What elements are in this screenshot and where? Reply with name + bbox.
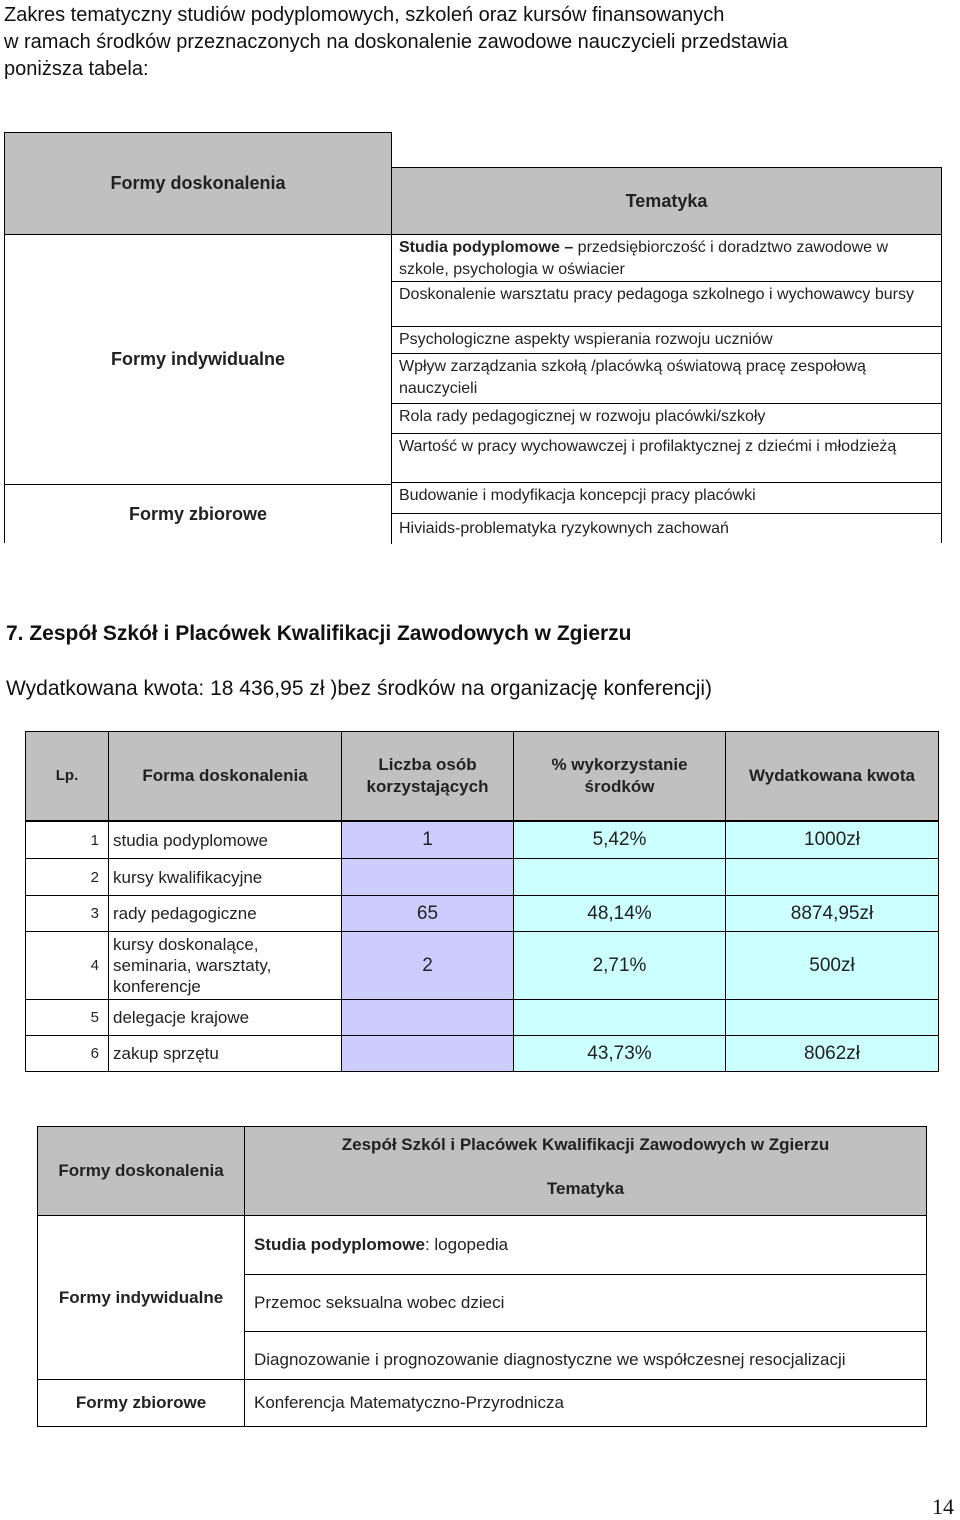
row-kwota: 8874,95zł (725, 895, 939, 932)
table1-row (392, 404, 942, 434)
table1-row-text: Hiviaids-problematyka ryzykownych zachowań (399, 520, 729, 537)
intro-line-1: Zakres tematyczny studiów podyplomowych, szkoleń oraz kursów finansowanych (4, 4, 725, 26)
table3-row: Przemoc seksualna wobec dzieci (245, 1275, 927, 1332)
page-number: 14 (932, 1494, 954, 1519)
table3-group-individual: Formy indywidualne (37, 1216, 245, 1380)
table3-group-collective: Formy zbiorowe (37, 1380, 245, 1427)
table3-row-bold: Studia podyplomowe (254, 1235, 425, 1254)
table1-row-text: Psychologiczne aspekty wspierania rozwoju uczniów (399, 331, 773, 348)
table3-row (245, 1216, 927, 1275)
table1-left-column (4, 132, 392, 543)
table1-header-forms: Formy doskonalenia (5, 133, 392, 235)
table3-header-forms: Formy doskonalenia (37, 1126, 245, 1216)
header-lp: Lp. (25, 731, 109, 821)
table1-row (392, 282, 942, 327)
row-kwota: 8062zł (725, 1035, 939, 1072)
table1-row-text: Budowanie i modyfikacja koncepcji pracy placówki (399, 487, 756, 504)
row-procent: 5,42% (513, 821, 726, 859)
row-forma: zakup sprzętu (108, 1035, 342, 1072)
table1-header-topics: Tematyka (392, 167, 942, 235)
row-kwota: 500zł (725, 931, 939, 1000)
row-procent (513, 999, 726, 1036)
row-kwota (725, 858, 939, 896)
row-lp: 1 (25, 821, 109, 859)
row-liczba: 65 (341, 895, 514, 932)
row-procent: 2,71% (513, 931, 726, 1000)
row-forma: studia podyplomowe (108, 821, 342, 859)
table1-group-collective: Formy zbiorowe (5, 485, 392, 544)
table1-row-text: Wpływ zarządzania szkołą /placówką oświatową pracę zespołową nauczycieli (399, 358, 866, 397)
row-forma: delegacje krajowe (108, 999, 342, 1036)
table1-row-text: Rola rady pedagogicznej w rozwoju placówki/szkoły (399, 408, 766, 425)
spending-table (25, 731, 939, 1072)
table1-row (392, 514, 942, 543)
table1-row-text: Doskonalenie warsztatu pracy pedagoga szkolnego i wychowawcy bursy (399, 286, 914, 303)
table1-right-column (392, 167, 942, 543)
row-liczba (341, 858, 514, 896)
intro-line-3: poniższa tabela: (4, 58, 149, 80)
row-forma: kursy doskonalące, seminaria, warsztaty, konferencje (108, 931, 342, 1000)
spent-amount-text: Wydatkowana kwota: 18 436,95 zł )bez środków na organizację konferencji) (6, 677, 713, 700)
table1-row (392, 483, 942, 514)
row-forma: rady pedagogiczne (108, 895, 342, 932)
table3-header-tematyka: Tematyka (546, 1179, 625, 1198)
table3-row: Diagnozowanie i prognozowanie diagnostyczne we współczesnej resocjalizacji (245, 1332, 927, 1380)
table1-row-text: Wartość w pracy wychowawczej i profilaktycznej z dziećmi i młodzieżą (399, 438, 897, 455)
row-forma: kursy kwalifikacyjne (108, 858, 342, 896)
header-liczba: Liczba osób korzystających (341, 731, 514, 821)
row-liczba (341, 999, 514, 1036)
row-lp: 2 (25, 858, 109, 896)
row-lp: 6 (25, 1035, 109, 1072)
intro-line-2: w ramach środków przeznaczonych na doskonalenie zawodowe nauczycieli przedstawia (4, 31, 788, 53)
row-liczba: 2 (341, 931, 514, 1000)
table3-header-school: Zespół Szkól i Placówek Kwalifikacji Zawodowych w Zgierzu (341, 1135, 830, 1154)
header-procent: % wykorzystanie środków (513, 731, 726, 821)
table1-row-bold: Studia podyplomowe – (399, 239, 574, 256)
row-liczba: 1 (341, 821, 514, 859)
row-lp: 4 (25, 931, 109, 1000)
row-lp: 5 (25, 999, 109, 1036)
row-procent: 43,73% (513, 1035, 726, 1072)
table1-row (392, 354, 942, 404)
header-kwota: Wydatkowana kwota (725, 731, 939, 821)
row-lp: 3 (25, 895, 109, 932)
table3-header-topics (245, 1126, 927, 1216)
row-procent: 48,14% (513, 895, 726, 932)
table1-row (392, 235, 942, 282)
table3-row: Konferencja Matematyczno-Przyrodnicza (245, 1380, 927, 1427)
row-kwota: 1000zł (725, 821, 939, 859)
row-procent (513, 858, 726, 896)
table1-row-text: przedsiębiorczość i doradztwo zawodowe w szkole, psychologia w oświacier (399, 239, 889, 278)
table1-row (392, 434, 942, 483)
header-forma: Forma doskonalenia (108, 731, 342, 821)
table1-group-individual: Formy indywidualne (5, 235, 392, 485)
table3-row-text: : logopedia (424, 1235, 509, 1254)
topics-table-2 (37, 1126, 927, 1427)
intro-paragraph (4, 2, 956, 83)
table1-row (392, 327, 942, 354)
row-liczba (341, 1035, 514, 1072)
row-kwota (725, 999, 939, 1036)
section-title: 7. Zespół Szkół i Placówek Kwalifikacji Zawodowych w Zgierzu (6, 622, 632, 645)
